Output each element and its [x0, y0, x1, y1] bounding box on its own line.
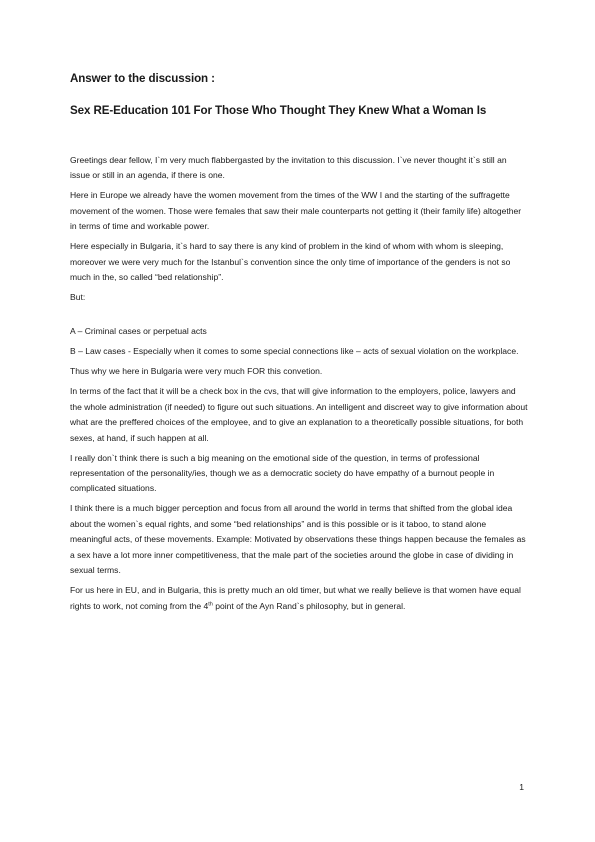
paragraph-eu-text-end: point of the Ayn Rand`s philosophy, but in general. [212, 600, 406, 611]
document-title: Sex RE-Education 101 For Those Who Thought They Knew What a Woman Is [70, 104, 487, 117]
paragraph-greetings: Greetings dear fellow, I`m very much flabbergasted by the invitation to this discussion. I`ve never thought it`s still an issue or still in an agenda, if there is one. [70, 155, 507, 181]
document-body [70, 153, 528, 619]
paragraph-checkbox: In terms of the fact that it will be a check box in the cvs, that will give information to the employers, police, lawyers and the whole administration (if needed) to figure out such situations. An intelligent and discreet way to give information about what are the preffered choices of the employee, and to give an explanation to a theoretically possible situations, for both sexes, at hand, if such happen at all. [70, 386, 528, 443]
paragraph-bulgaria: Here especially in Bulgaria, it`s hard to say there is any kind of problem in the kind of whom with whom is sleeping, moreover we were very much for the Istanbul`s convention since the only time of importance of the genders is not so much in the, so called “bed relationship”. [70, 241, 511, 283]
ordinal-superscript: th [208, 601, 213, 607]
paragraph-emotional: I really don`t think there is such a big meaning on the emotional side of the question, in terms of professional representation of the personality/ies, though we as a democratic society do have empathy of a burnout people in complicated situations. [70, 452, 495, 494]
paragraph-eu-text: For us here in EU, and in Bulgaria, this is pretty much an old timer, but what we really believe is that women have equal rights to work, not coming from the 4 [70, 585, 521, 611]
list-item-a: A – Criminal cases or perpetual acts [70, 326, 207, 337]
paragraph-eu [70, 583, 528, 614]
paragraph-perception: I think there is a much bigger perception and focus from all around the world in terms that shifted from the global idea about the women`s equal rights, and some “bed relationships” and is this possible or is it taboo, to stand alone meaningful acts, of these movements. Example: Motivated by observations these things happen because the females as a sex have a lot more inner competitiveness, that the male part of the societies around the globe in case of dividing in sexual terms. [70, 503, 526, 576]
paragraph-but: But: [70, 292, 86, 303]
discussion-heading: Answer to the discussion : [70, 72, 215, 85]
list-item-b: B – Law cases - Especially when it comes to some special connections like – acts of sexual violation on the workplace. [70, 346, 519, 357]
paragraph-europe: Here in Europe we already have the women movement from the times of the WW I and the starting of the suffragette movement of the women. Those were females that saw their male counterparts not getting it (their family life) altogether in terms of time and workable power. [70, 190, 522, 232]
page-number: 1 [519, 782, 524, 792]
paragraph-convention: Thus why we here in Bulgaria were very much FOR this convetion. [70, 366, 323, 377]
